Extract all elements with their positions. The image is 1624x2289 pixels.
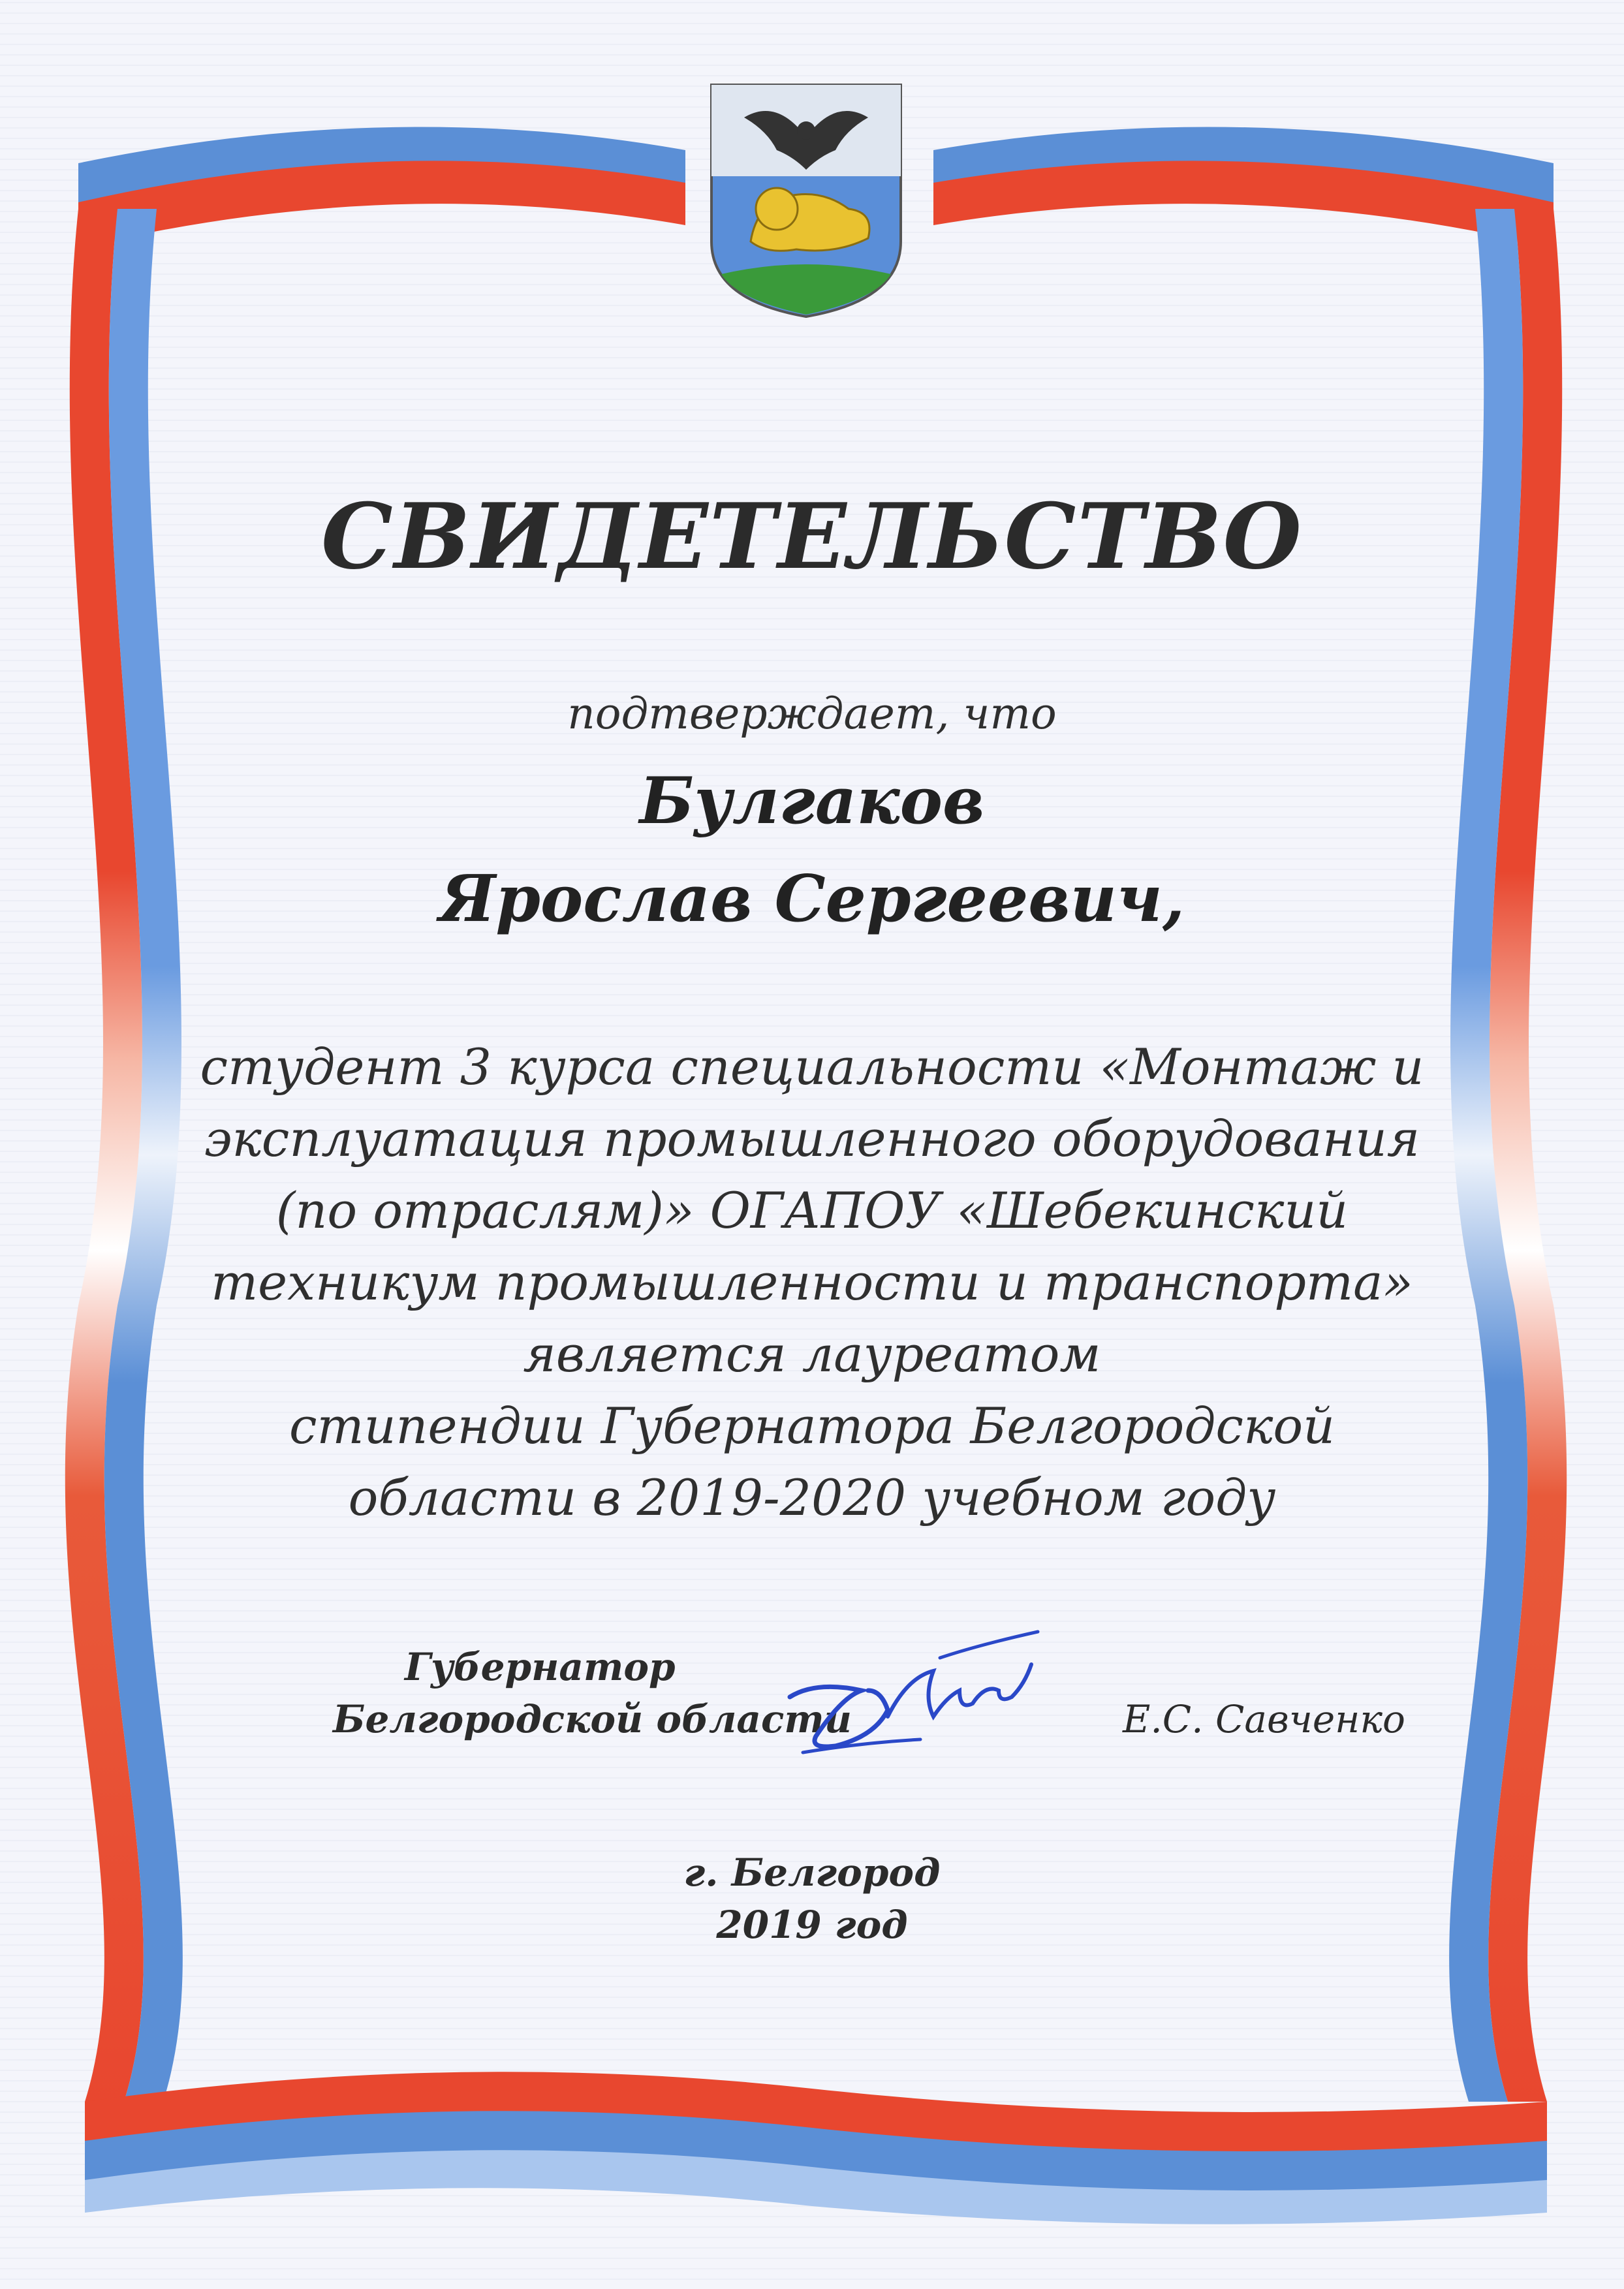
footer-year: 2019 год (716, 1903, 908, 1947)
body-line: техникум промышленности и транспорта» (211, 1253, 1413, 1311)
signatory-name: Е.С. Савченко (1123, 1697, 1405, 1741)
body-line: эксплуатация промышленного оборудования (204, 1110, 1420, 1168)
body-line: является лауреатом (523, 1325, 1101, 1383)
footer-city: г. Белгород (683, 1850, 941, 1895)
body-line: области в 2019-2020 учебном году (348, 1469, 1276, 1527)
signatory-position-line2: Белгородской области (333, 1697, 852, 1741)
recipient-surname: Булгаков (639, 764, 985, 839)
body-line: студент 3 курса специальности «Монтаж и (200, 1038, 1424, 1096)
signatory-position-line1: Губернатор (405, 1645, 676, 1689)
recipient-given-names: Ярослав Сергеевич, (439, 862, 1185, 937)
belgorod-coat-of-arms-icon (705, 78, 907, 320)
body-line: стипендии Губернатора Белгородской (289, 1397, 1335, 1455)
body-line: (по отраслям)» ОГАПОУ «Шебекинский (275, 1181, 1349, 1239)
handwritten-signature (764, 1619, 1077, 1782)
certificate-title: СВИДЕТЕЛЬСТВО (321, 483, 1303, 589)
intro-text: подтверждает, что (567, 689, 1057, 739)
